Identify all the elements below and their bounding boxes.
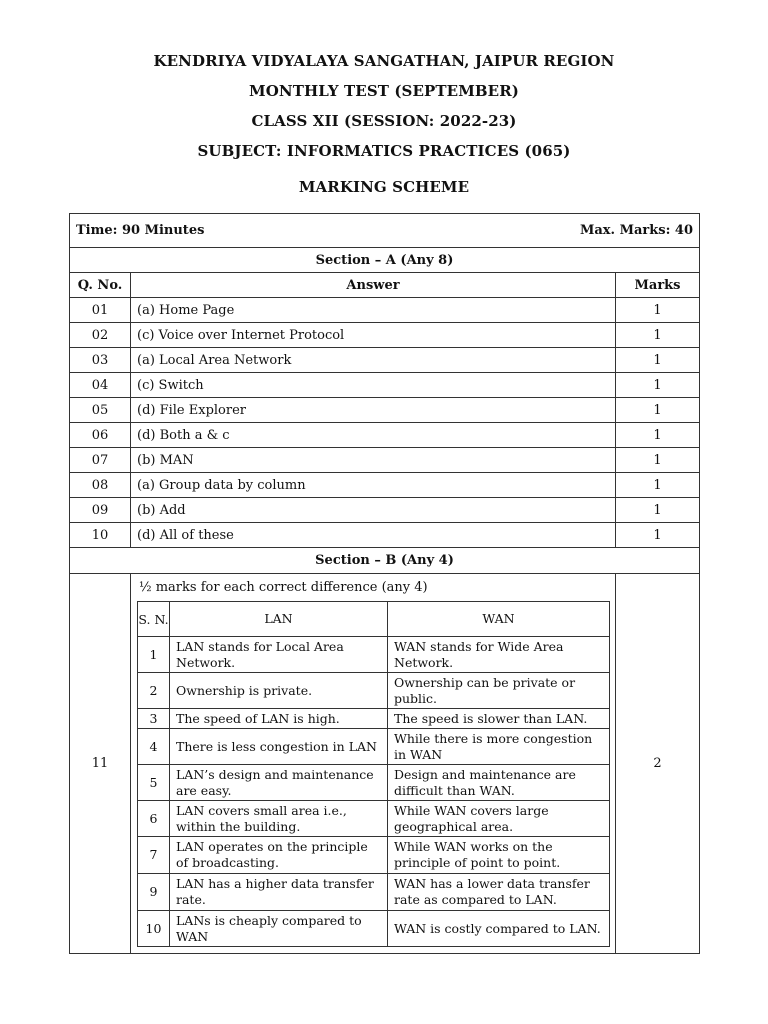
- lan-point: Ownership is private.: [170, 673, 388, 709]
- lan-point: LAN stands for Local Area Network.: [170, 637, 388, 673]
- class-title: CLASS XII (SESSION: 2022-23): [251, 112, 517, 130]
- marks-value: 1: [616, 423, 700, 448]
- answer-text: (c) Switch: [131, 373, 616, 398]
- serial-number: 2: [138, 673, 170, 709]
- serial-number: 4: [138, 729, 170, 765]
- question-number: 06: [70, 423, 131, 448]
- comparison-header-row: [138, 602, 610, 637]
- table-row: [70, 323, 700, 348]
- header-answer: Answer: [131, 273, 616, 298]
- question-11-marks: 2: [616, 574, 700, 954]
- answer-text: (d) All of these: [131, 523, 616, 548]
- question-number: 02: [70, 323, 131, 348]
- answer-text: (b) Add: [131, 498, 616, 523]
- lan-point: There is less congestion in LAN: [170, 729, 388, 765]
- comparison-row: [138, 729, 610, 765]
- wan-point: Ownership can be private or public.: [388, 673, 610, 709]
- serial-number: 1: [138, 637, 170, 673]
- lan-point: LAN’s design and maintenance are easy.: [170, 765, 388, 801]
- serial-number: 10: [138, 911, 170, 947]
- question-11-row: [70, 574, 700, 954]
- marks-value: 1: [616, 348, 700, 373]
- max-marks-label: Max. Marks: 40: [579, 223, 694, 238]
- marks-value: 1: [616, 323, 700, 348]
- header-qno: Q. No.: [70, 273, 131, 298]
- comparison-row: [138, 709, 610, 729]
- question-11-number: 11: [70, 574, 131, 954]
- header-marks: Marks: [616, 273, 700, 298]
- answer-text: (d) Both a & c: [131, 423, 616, 448]
- lan-point: LAN operates on the principle of broadcasting.: [170, 837, 388, 874]
- marks-value: 1: [616, 523, 700, 548]
- wan-point: While there is more congestion in WAN: [388, 729, 610, 765]
- table-row: [70, 423, 700, 448]
- meta-cell: [70, 214, 700, 248]
- school-title: KENDRIYA VIDYALAYA SANGATHAN, JAIPUR REGION: [153, 52, 615, 70]
- marks-value: 1: [616, 473, 700, 498]
- marks-value: 1: [616, 448, 700, 473]
- answer-text: (a) Home Page: [131, 298, 616, 323]
- serial-number: 3: [138, 709, 170, 729]
- subject-title: SUBJECT: INFORMATICS PRACTICES (065): [197, 142, 571, 160]
- table-row: [70, 373, 700, 398]
- wan-point: While WAN covers large geographical area.: [388, 801, 610, 837]
- answer-text: (a) Group data by column: [131, 473, 616, 498]
- marks-value: 1: [616, 373, 700, 398]
- lan-point: The speed of LAN is high.: [170, 709, 388, 729]
- answer-text: (c) Voice over Internet Protocol: [131, 323, 616, 348]
- wan-point: The speed is slower than LAN.: [388, 709, 610, 729]
- header-wan: WAN: [388, 602, 610, 637]
- time-label: Time: 90 Minutes: [76, 223, 205, 238]
- question-number: 01: [70, 298, 131, 323]
- comparison-row: [138, 765, 610, 801]
- table-row: [70, 498, 700, 523]
- question-number: 09: [70, 498, 131, 523]
- question-number: 03: [70, 348, 131, 373]
- answer-text: (b) MAN: [131, 448, 616, 473]
- question-11-answer: [131, 574, 616, 954]
- marking-scheme-table: [69, 213, 700, 954]
- section-a-title: Section – A (Any 8): [70, 248, 700, 273]
- comparison-row: [138, 801, 610, 837]
- marking-scheme-title: MARKING SCHEME: [298, 178, 470, 196]
- table-row: [70, 473, 700, 498]
- serial-number: 6: [138, 801, 170, 837]
- lan-point: LAN covers small area i.e., within the building.: [170, 801, 388, 837]
- question-number: 07: [70, 448, 131, 473]
- test-title: MONTHLY TEST (SEPTEMBER): [249, 82, 519, 100]
- answer-text: (a) Local Area Network: [131, 348, 616, 373]
- wan-point: While WAN works on the principle of point to point.: [388, 837, 610, 874]
- comparison-row: [138, 874, 610, 911]
- section-b-row: [70, 548, 700, 574]
- serial-number: 5: [138, 765, 170, 801]
- question-number: 10: [70, 523, 131, 548]
- section-b-title: Section – B (Any 4): [70, 548, 700, 574]
- table-row: [70, 398, 700, 423]
- table-row: [70, 448, 700, 473]
- table-row: [70, 523, 700, 548]
- comparison-row: [138, 837, 610, 874]
- header-sn: S. N.: [138, 602, 170, 637]
- table-row: [70, 298, 700, 323]
- table-row: [70, 348, 700, 373]
- wan-point: WAN has a lower data transfer rate as compared to LAN.: [388, 874, 610, 911]
- lan-point: LANs is cheaply compared to WAN: [170, 911, 388, 947]
- wan-point: Design and maintenance are difficult than WAN.: [388, 765, 610, 801]
- lan-point: LAN has a higher data transfer rate.: [170, 874, 388, 911]
- comparison-row: [138, 911, 610, 947]
- wan-point: WAN stands for Wide Area Network.: [388, 637, 610, 673]
- question-11-instruction: ½ marks for each correct difference (any 4): [139, 580, 428, 595]
- table-header-row: [70, 273, 700, 298]
- question-number: 04: [70, 373, 131, 398]
- section-a-answers: [70, 298, 700, 548]
- question-number: 05: [70, 398, 131, 423]
- serial-number: 7: [138, 837, 170, 874]
- comparison-rows: [138, 637, 610, 947]
- marks-value: 1: [616, 498, 700, 523]
- header-lan: LAN: [170, 602, 388, 637]
- comparison-row: [138, 637, 610, 673]
- lan-wan-comparison-table: [137, 601, 610, 947]
- answer-text: (d) File Explorer: [131, 398, 616, 423]
- question-number: 08: [70, 473, 131, 498]
- marks-value: 1: [616, 398, 700, 423]
- serial-number: 9: [138, 874, 170, 911]
- meta-row: [70, 214, 700, 248]
- marks-value: 1: [616, 298, 700, 323]
- section-a-row: [70, 248, 700, 273]
- wan-point: WAN is costly compared to LAN.: [388, 911, 610, 947]
- comparison-row: [138, 673, 610, 709]
